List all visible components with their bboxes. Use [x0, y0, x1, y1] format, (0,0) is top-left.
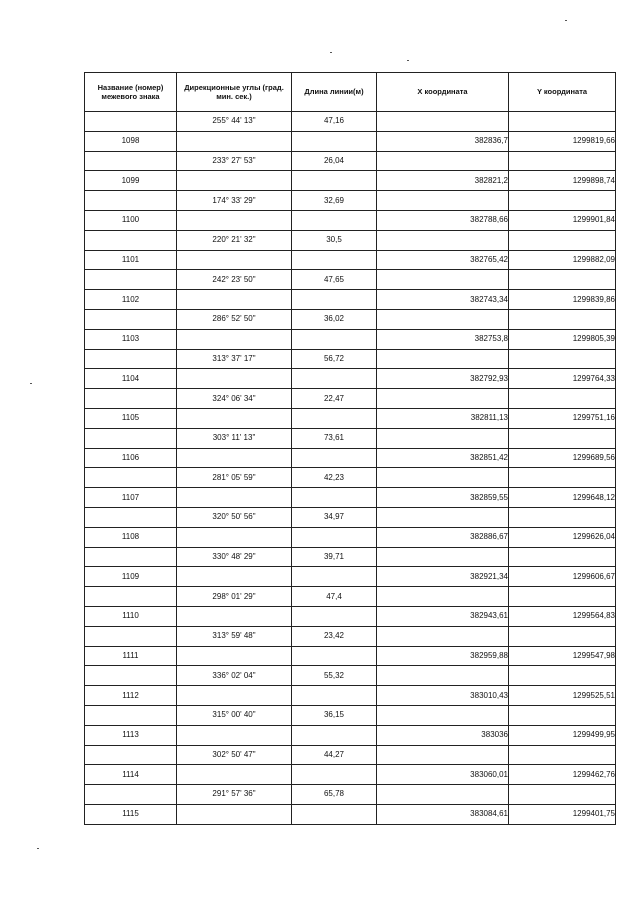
- cell-y-coordinate: 1299805,39: [509, 329, 616, 349]
- cell-marker-name: [85, 745, 177, 765]
- cell-marker-name: 1111: [85, 646, 177, 666]
- cell-marker-name: [85, 785, 177, 805]
- table-row: [85, 468, 616, 488]
- cell-line-length: 44,27: [292, 745, 377, 765]
- cell-direction-angle: [177, 488, 292, 508]
- cell-direction-angle: 313° 37' 17": [177, 349, 292, 369]
- cell-marker-name: 1115: [85, 804, 177, 824]
- cell-direction-angle: 302° 50' 47": [177, 745, 292, 765]
- cell-y-coordinate: [509, 547, 616, 567]
- cell-direction-angle: 242° 23' 50": [177, 270, 292, 290]
- cell-y-coordinate: [509, 468, 616, 488]
- cell-marker-name: 1103: [85, 329, 177, 349]
- cell-x-coordinate: [377, 626, 509, 646]
- cell-line-length: [292, 765, 377, 785]
- cell-marker-name: [85, 389, 177, 409]
- cell-direction-angle: 324° 06' 34": [177, 389, 292, 409]
- table-row: [85, 290, 616, 310]
- cell-x-coordinate: [377, 428, 509, 448]
- cell-x-coordinate: [377, 349, 509, 369]
- cell-marker-name: [85, 468, 177, 488]
- cell-line-length: [292, 488, 377, 508]
- cell-x-coordinate: [377, 587, 509, 607]
- cell-line-length: [292, 290, 377, 310]
- cell-y-coordinate: [509, 745, 616, 765]
- cell-y-coordinate: 1299648,12: [509, 488, 616, 508]
- cell-marker-name: [85, 270, 177, 290]
- cell-x-coordinate: 382886,67: [377, 527, 509, 547]
- cell-line-length: 22,47: [292, 389, 377, 409]
- cell-line-length: 34,97: [292, 507, 377, 527]
- cell-x-coordinate: [377, 191, 509, 211]
- cell-direction-angle: [177, 765, 292, 785]
- cell-x-coordinate: [377, 468, 509, 488]
- cell-x-coordinate: [377, 547, 509, 567]
- cell-x-coordinate: [377, 270, 509, 290]
- table-row: [85, 171, 616, 191]
- table-header-row: [85, 73, 616, 112]
- cell-marker-name: [85, 705, 177, 725]
- cell-marker-name: [85, 112, 177, 132]
- cell-x-coordinate: 382743,34: [377, 290, 509, 310]
- cell-line-length: [292, 329, 377, 349]
- cell-direction-angle: 298° 01' 29": [177, 587, 292, 607]
- header-direction-angle: Дирекционные углы (град. мин. сек.): [177, 73, 292, 112]
- boundary-coordinates-table: [84, 72, 616, 825]
- table-row: [85, 112, 616, 132]
- cell-x-coordinate: [377, 230, 509, 250]
- cell-x-coordinate: 383084,61: [377, 804, 509, 824]
- cell-line-length: [292, 567, 377, 587]
- cell-y-coordinate: 1299564,83: [509, 606, 616, 626]
- table-row: [85, 389, 616, 409]
- cell-direction-angle: [177, 686, 292, 706]
- cell-x-coordinate: [377, 507, 509, 527]
- cell-direction-angle: 233° 27' 53": [177, 151, 292, 171]
- cell-line-length: 73,61: [292, 428, 377, 448]
- cell-x-coordinate: 382765,42: [377, 250, 509, 270]
- header-line-length: Длина линии(м): [292, 73, 377, 112]
- cell-marker-name: 1113: [85, 725, 177, 745]
- cell-y-coordinate: 1299751,16: [509, 408, 616, 428]
- cell-y-coordinate: 1299547,98: [509, 646, 616, 666]
- cell-marker-name: 1114: [85, 765, 177, 785]
- cell-x-coordinate: [377, 112, 509, 132]
- cell-direction-angle: 291° 57' 36": [177, 785, 292, 805]
- cell-line-length: [292, 606, 377, 626]
- cell-line-length: [292, 210, 377, 230]
- cell-y-coordinate: [509, 230, 616, 250]
- cell-direction-angle: 303° 11' 13": [177, 428, 292, 448]
- cell-marker-name: 1112: [85, 686, 177, 706]
- cell-x-coordinate: 382753,8: [377, 329, 509, 349]
- table-row: [85, 250, 616, 270]
- cell-direction-angle: [177, 329, 292, 349]
- cell-line-length: 36,15: [292, 705, 377, 725]
- cell-direction-angle: [177, 131, 292, 151]
- cell-direction-angle: [177, 250, 292, 270]
- cell-line-length: 47,16: [292, 112, 377, 132]
- cell-line-length: 30,5: [292, 230, 377, 250]
- cell-marker-name: [85, 349, 177, 369]
- cell-marker-name: 1098: [85, 131, 177, 151]
- cell-y-coordinate: [509, 507, 616, 527]
- cell-marker-name: [85, 428, 177, 448]
- cell-y-coordinate: [509, 309, 616, 329]
- cell-y-coordinate: 1299882,09: [509, 250, 616, 270]
- cell-x-coordinate: [377, 705, 509, 725]
- header-y-coordinate: Y координата: [509, 73, 616, 112]
- cell-y-coordinate: 1299819,66: [509, 131, 616, 151]
- table-row: [85, 666, 616, 686]
- cell-x-coordinate: 382851,42: [377, 448, 509, 468]
- cell-y-coordinate: 1299401,75: [509, 804, 616, 824]
- table-row: [85, 587, 616, 607]
- table-row: [85, 210, 616, 230]
- table-row: [85, 646, 616, 666]
- table-row: [85, 725, 616, 745]
- cell-direction-angle: [177, 210, 292, 230]
- scan-speck: [37, 848, 39, 849]
- cell-direction-angle: [177, 408, 292, 428]
- cell-line-length: [292, 250, 377, 270]
- cell-marker-name: 1101: [85, 250, 177, 270]
- cell-y-coordinate: [509, 666, 616, 686]
- table-row: [85, 765, 616, 785]
- cell-line-length: 56,72: [292, 349, 377, 369]
- cell-y-coordinate: [509, 705, 616, 725]
- table-row: [85, 785, 616, 805]
- cell-marker-name: 1108: [85, 527, 177, 547]
- cell-x-coordinate: 383010,43: [377, 686, 509, 706]
- table-row: [85, 408, 616, 428]
- cell-direction-angle: [177, 369, 292, 389]
- cell-x-coordinate: 382821,2: [377, 171, 509, 191]
- cell-marker-name: [85, 547, 177, 567]
- cell-marker-name: [85, 230, 177, 250]
- cell-direction-angle: 320° 50' 56": [177, 507, 292, 527]
- table-row: [85, 230, 616, 250]
- table-row: [85, 270, 616, 290]
- table-row: [85, 309, 616, 329]
- cell-marker-name: 1110: [85, 606, 177, 626]
- cell-marker-name: 1102: [85, 290, 177, 310]
- table-row: [85, 329, 616, 349]
- cell-marker-name: [85, 507, 177, 527]
- cell-direction-angle: [177, 567, 292, 587]
- cell-direction-angle: 330° 48' 29": [177, 547, 292, 567]
- cell-x-coordinate: 382788,66: [377, 210, 509, 230]
- cell-x-coordinate: [377, 389, 509, 409]
- cell-line-length: [292, 686, 377, 706]
- cell-y-coordinate: [509, 587, 616, 607]
- cell-marker-name: 1107: [85, 488, 177, 508]
- table-row: [85, 527, 616, 547]
- cell-y-coordinate: [509, 270, 616, 290]
- cell-y-coordinate: [509, 112, 616, 132]
- cell-line-length: 47,65: [292, 270, 377, 290]
- cell-y-coordinate: 1299626,04: [509, 527, 616, 547]
- cell-x-coordinate: 382836,7: [377, 131, 509, 151]
- cell-direction-angle: [177, 448, 292, 468]
- table-body: [85, 112, 616, 825]
- cell-line-length: 32,69: [292, 191, 377, 211]
- cell-direction-angle: [177, 646, 292, 666]
- table-row: [85, 448, 616, 468]
- scan-speck: [330, 52, 332, 53]
- cell-direction-angle: [177, 725, 292, 745]
- cell-y-coordinate: 1299839,86: [509, 290, 616, 310]
- table-row: [85, 567, 616, 587]
- cell-y-coordinate: 1299898,74: [509, 171, 616, 191]
- cell-marker-name: [85, 666, 177, 686]
- cell-line-length: 26,04: [292, 151, 377, 171]
- cell-marker-name: [85, 151, 177, 171]
- cell-y-coordinate: 1299689,56: [509, 448, 616, 468]
- cell-y-coordinate: 1299606,67: [509, 567, 616, 587]
- cell-y-coordinate: 1299525,51: [509, 686, 616, 706]
- scan-speck: [30, 383, 32, 384]
- cell-line-length: 39,71: [292, 547, 377, 567]
- cell-marker-name: 1105: [85, 408, 177, 428]
- cell-marker-name: [85, 309, 177, 329]
- table-row: [85, 369, 616, 389]
- table-row: [85, 131, 616, 151]
- cell-y-coordinate: [509, 151, 616, 171]
- cell-x-coordinate: 382959,88: [377, 646, 509, 666]
- table-row: [85, 804, 616, 824]
- cell-direction-angle: 313° 59' 48": [177, 626, 292, 646]
- cell-line-length: 65,78: [292, 785, 377, 805]
- cell-line-length: 47,4: [292, 587, 377, 607]
- cell-direction-angle: [177, 171, 292, 191]
- cell-direction-angle: 315° 00' 40": [177, 705, 292, 725]
- cell-line-length: [292, 725, 377, 745]
- header-marker-name: Название (номер) межевого знака: [85, 73, 177, 112]
- cell-marker-name: 1100: [85, 210, 177, 230]
- cell-line-length: [292, 369, 377, 389]
- cell-line-length: [292, 171, 377, 191]
- table-row: [85, 151, 616, 171]
- cell-x-coordinate: [377, 745, 509, 765]
- table-row: [85, 349, 616, 369]
- cell-x-coordinate: 382921,34: [377, 567, 509, 587]
- cell-direction-angle: 174° 33' 29": [177, 191, 292, 211]
- cell-y-coordinate: 1299901,84: [509, 210, 616, 230]
- header-x-coordinate: X координата: [377, 73, 509, 112]
- cell-x-coordinate: [377, 785, 509, 805]
- cell-marker-name: 1099: [85, 171, 177, 191]
- table-row: [85, 705, 616, 725]
- cell-line-length: 42,23: [292, 468, 377, 488]
- cell-direction-angle: [177, 290, 292, 310]
- cell-direction-angle: [177, 527, 292, 547]
- cell-marker-name: [85, 191, 177, 211]
- cell-x-coordinate: [377, 151, 509, 171]
- cell-x-coordinate: 382792,93: [377, 369, 509, 389]
- cell-direction-angle: 220° 21' 32": [177, 230, 292, 250]
- table-row: [85, 686, 616, 706]
- cell-y-coordinate: [509, 349, 616, 369]
- cell-y-coordinate: [509, 389, 616, 409]
- cell-marker-name: 1109: [85, 567, 177, 587]
- cell-line-length: 23,42: [292, 626, 377, 646]
- cell-y-coordinate: 1299462,76: [509, 765, 616, 785]
- cell-line-length: [292, 131, 377, 151]
- cell-marker-name: 1106: [85, 448, 177, 468]
- table-row: [85, 191, 616, 211]
- scan-speck: [407, 60, 409, 61]
- scan-speck: [565, 20, 567, 21]
- cell-marker-name: [85, 587, 177, 607]
- cell-y-coordinate: [509, 626, 616, 646]
- cell-y-coordinate: [509, 785, 616, 805]
- table-row: [85, 606, 616, 626]
- cell-direction-angle: [177, 804, 292, 824]
- cell-x-coordinate: 383036: [377, 725, 509, 745]
- cell-x-coordinate: [377, 666, 509, 686]
- cell-line-length: [292, 646, 377, 666]
- cell-y-coordinate: [509, 191, 616, 211]
- table-row: [85, 507, 616, 527]
- cell-line-length: [292, 527, 377, 547]
- table-row: [85, 428, 616, 448]
- cell-y-coordinate: 1299764,33: [509, 369, 616, 389]
- table-row: [85, 626, 616, 646]
- cell-x-coordinate: 382943,61: [377, 606, 509, 626]
- cell-y-coordinate: 1299499,95: [509, 725, 616, 745]
- table-row: [85, 745, 616, 765]
- cell-marker-name: 1104: [85, 369, 177, 389]
- cell-direction-angle: [177, 606, 292, 626]
- table-row: [85, 488, 616, 508]
- cell-x-coordinate: 382811,13: [377, 408, 509, 428]
- cell-x-coordinate: 382859,55: [377, 488, 509, 508]
- cell-direction-angle: 255° 44' 13": [177, 112, 292, 132]
- cell-x-coordinate: [377, 309, 509, 329]
- cell-x-coordinate: 383060,01: [377, 765, 509, 785]
- cell-line-length: [292, 804, 377, 824]
- cell-line-length: 55,32: [292, 666, 377, 686]
- cell-direction-angle: 336° 02' 04": [177, 666, 292, 686]
- cell-direction-angle: 286° 52' 50": [177, 309, 292, 329]
- cell-direction-angle: 281° 05' 59": [177, 468, 292, 488]
- cell-line-length: [292, 448, 377, 468]
- cell-marker-name: [85, 626, 177, 646]
- cell-y-coordinate: [509, 428, 616, 448]
- table-row: [85, 547, 616, 567]
- cell-line-length: 36,02: [292, 309, 377, 329]
- cell-line-length: [292, 408, 377, 428]
